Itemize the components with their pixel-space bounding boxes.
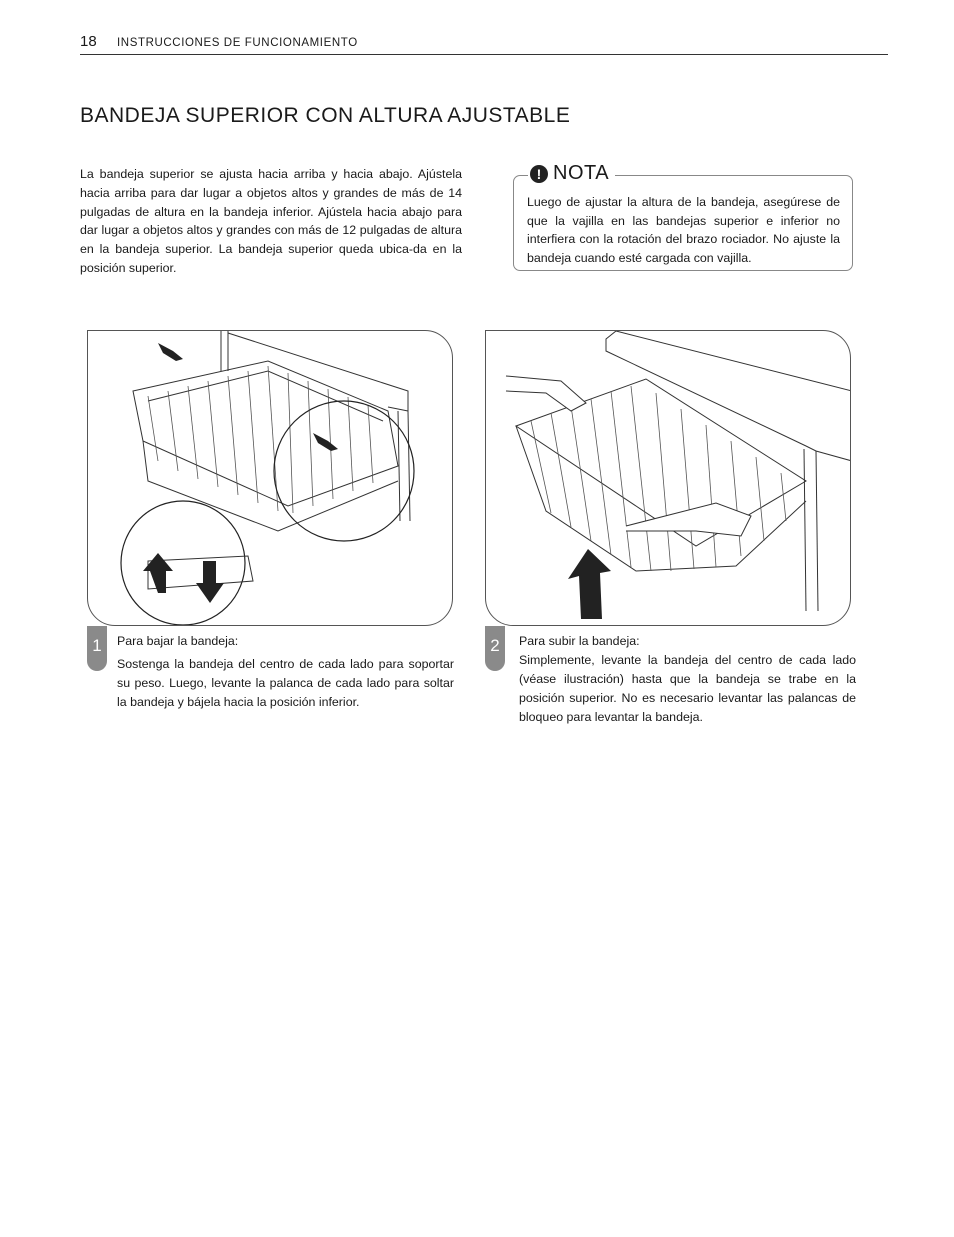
lever-detail-circle bbox=[121, 501, 245, 625]
left-hand bbox=[506, 376, 586, 411]
hand-icon bbox=[313, 433, 338, 451]
arrow-up-icon bbox=[568, 549, 611, 619]
illustration-lower-rack bbox=[87, 330, 453, 626]
step-2-badge: 2 bbox=[485, 626, 505, 671]
note-header bbox=[528, 162, 615, 185]
right-hand bbox=[626, 503, 751, 536]
rack-raising-drawing bbox=[486, 331, 851, 626]
step-2-title: Para subir la bandeja: bbox=[519, 634, 640, 648]
step-1-badge: 1 bbox=[87, 626, 107, 671]
note-title: NOTA bbox=[553, 162, 610, 184]
intro-paragraph: La bandeja superior se ajusta hacia arriba y hacia abajo. Ajústela hacia arriba para dar lugar a objetos altos y grandes de más de 14 pulgadas de altura en la bandeja inferior. Ajústela hacia abajo para dar lugar a objetos altos y grandes con más de 12 pulgadas de altura en la bandeja superior. La bandeja superior queda ubica-da en la posición superior. bbox=[80, 167, 462, 275]
section-title: INSTRUCCIONES DE FUNCIONAMIENTO bbox=[117, 37, 358, 49]
step-2-text: Simplemente, levante la bandeja del centro de cada lado (véase ilustración) hasta que la bandeja se trabe en la posición superior. No es necesario levantar las palancas de bloqueo para levantar la bandeja. bbox=[519, 653, 856, 724]
hand-icon bbox=[158, 343, 183, 361]
page-number: 18 bbox=[80, 33, 97, 50]
rack-wires bbox=[148, 366, 373, 513]
detail-magnifier bbox=[274, 401, 414, 541]
page-title: BANDEJA SUPERIOR CON ALTURA AJUSTABLE bbox=[80, 104, 571, 127]
step-1-title: Para bajar la bandeja: bbox=[117, 634, 239, 648]
page-header bbox=[80, 33, 888, 55]
illustration-raise-rack bbox=[485, 330, 851, 626]
note-text: Luego de ajustar la altura de la bandeja, asegúrese de que la vajilla en las bandejas superior e inferior no interfiera con la rotación del brazo rociador. No ajuste la bandeja cuando esté cargada con vajilla. bbox=[527, 195, 840, 265]
exclamation-icon: ! bbox=[530, 165, 548, 183]
rack-wires bbox=[531, 386, 786, 571]
rack-lowering-drawing bbox=[88, 331, 453, 626]
note-box bbox=[513, 162, 853, 271]
step-1-text: Sostenga la bandeja del centro de cada lado para soportar su peso. Luego, levante la palanca de cada lado para soltar la bandeja y bájela hacia la posición inferior. bbox=[117, 657, 454, 709]
